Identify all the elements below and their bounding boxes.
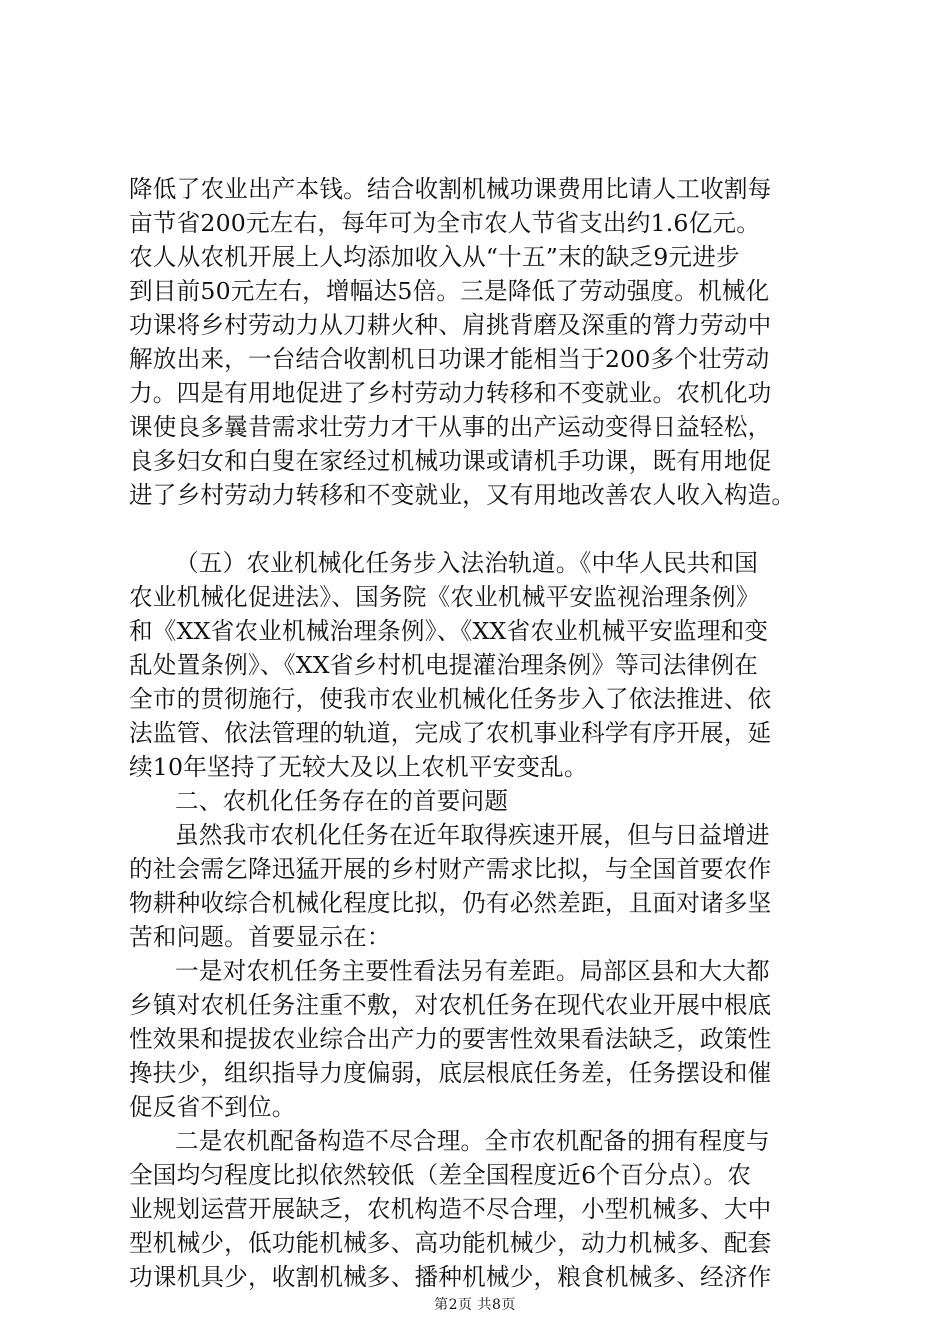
page-footer: 第2页 共8页: [434, 1297, 516, 1313]
text-line: 搀扶少，组织指导力度偏弱，底层根底任务差，任务摆设和催: [129, 1059, 772, 1087]
text-line: 物耕种收综合机械化程度比拟，仍有必然差距，且面对诸多坚: [129, 889, 772, 917]
text-line: （五）农业机械化任务步入法治轨道。《中华人民共和国: [175, 549, 759, 577]
text-line: 苦和问题。首要显示在：: [129, 923, 391, 951]
section-heading: 二、农机化任务存在的首要问题: [175, 787, 509, 815]
text-line: 一是对农机任务主要性看法另有差距。局部区县和大大都: [175, 957, 770, 985]
text-line: 全国均匀程度比拟依然较低（差全国程度近6个百分点）。农: [129, 1161, 752, 1189]
text-line: 法监管、依法管理的轨道，完成了农机事业科学有序开展，延: [129, 719, 772, 747]
text-line: 农人从农机开展上人均添加收入从“十五”末的缺乏9元进步: [129, 243, 740, 271]
text-line: 亩节省200元左右，每年可为全市农人节省支出约1.6亿元。: [129, 209, 761, 237]
text-line: 农业机械化促进法》、国务院《农业机械平安监视治理条例》: [129, 583, 760, 611]
text-line: 促反省不到位。: [129, 1093, 296, 1121]
text-line: 功课机具少，收割机械多、播种机械少，粮食机械多、经济作: [129, 1263, 772, 1291]
text-line: 型机械少，低功能机械多、高功能机械少，动力机械多、配套: [129, 1229, 772, 1257]
text-line: 二是农机配备构造不尽合理。全市农机配备的拥有程度与: [175, 1127, 770, 1155]
text-line: 功课将乡村劳动力从刀耕火种、肩挑背磨及深重的膂力劳动中: [129, 311, 772, 339]
text-line: 良多妇女和白叟在家经过机械功课或请机手功课，既有用地促: [129, 447, 772, 475]
text-line: 虽然我市农机化任务在近年取得疾速开展，但与日益增进: [175, 821, 770, 849]
text-line: 进了乡村劳动力转移和不变就业，又有用地改善农人收入构造。: [129, 481, 796, 509]
text-line: 力。四是有用地促进了乡村劳动力转移和不变就业。农机化功: [129, 379, 772, 407]
text-line: 降低了农业出产本钱。结合收割机械功课费用比请人工收割每: [129, 175, 772, 203]
text-line: 的社会需乞降迅猛开展的乡村财产需求比拟，与全国首要农作: [129, 855, 772, 883]
text-line: 和《XX省农业机械治理条例》、《XX省农业机械平安监理和变: [129, 617, 769, 645]
text-line: 解放出来，一台结合收割机日功课才能相当于200多个壮劳动: [129, 345, 770, 373]
text-line: 全市的贯彻施行，使我市农业机械化任务步入了依法推进、依: [129, 685, 772, 713]
text-line: 乱处置条例》、《XX省乡村机电提灌治理条例》等司法律例在: [129, 651, 759, 679]
text-line: 性效果和提拔农业综合出产力的要害性效果看法缺乏，政策性: [129, 1025, 772, 1053]
text-line: 业规划运营开展缺乏，农机构造不尽合理，小型机械多、大中: [129, 1195, 772, 1223]
text-line: 到目前50元左右，增幅达5倍。三是降低了劳动强度。机械化: [129, 277, 770, 305]
text-line: 课使良多曩昔需求壮劳力才干从事的出产运动变得日益轻松，: [129, 413, 772, 441]
text-line: 续10年坚持了无较大及以上农机平安变乱。: [129, 753, 588, 781]
text-line: 乡镇对农机任务注重不敷，对农机任务在现代农业开展中根底: [129, 991, 772, 1019]
